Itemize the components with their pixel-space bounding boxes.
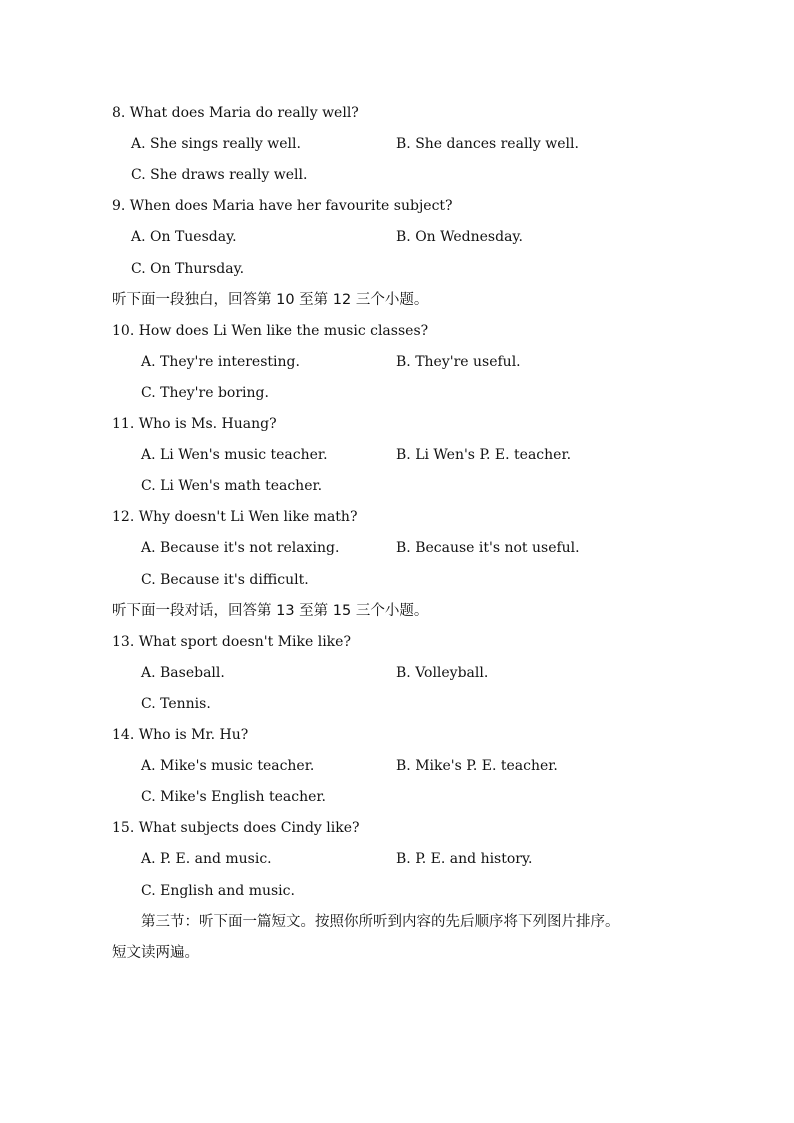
answer-option: B. They're useful. <box>396 353 521 370</box>
answer-option: C. On Thursday. <box>131 260 245 277</box>
answer-option: A. Mike's music teacher. <box>141 758 315 775</box>
answer-option: C. Li Wen's math teacher. <box>141 478 323 495</box>
answer-option: B. On Wednesday. <box>396 229 523 246</box>
answer-option: A. She sings really well. <box>131 136 301 153</box>
answer-option: A. They're interesting. <box>141 353 300 370</box>
answer-option: C. They're boring. <box>141 384 269 401</box>
answer-option: C. She draws really well. <box>131 167 308 184</box>
question-text: 11. Who is Ms. Huang? <box>112 416 277 432</box>
answer-option: A. P. E. and music. <box>141 851 272 868</box>
answer-option: A. On Tuesday. <box>131 229 237 246</box>
answer-option: C. English and music. <box>141 882 295 899</box>
answer-option: A. Baseball. <box>141 664 225 681</box>
question-text: 12. Why doesn't Li Wen like math? <box>112 509 358 526</box>
answer-option: B. Li Wen's P. E. teacher. <box>396 447 572 464</box>
answer-option: C. Mike's English teacher. <box>141 789 326 806</box>
section-instruction: 第三节：听下面一篇短文。按照你所听到内容的先后顺序将下列图片排序。 <box>141 913 620 930</box>
answer-option: B. Because it's not useful. <box>396 540 580 557</box>
answer-option: B. Volleyball. <box>396 664 489 681</box>
answer-option: C. Because it's difficult. <box>141 571 309 588</box>
answer-option: C. Tennis. <box>141 695 211 712</box>
question-text: 15. What subjects does Cindy like? <box>112 820 360 837</box>
question-text: 9. When does Maria have her favourite subject? <box>112 198 453 215</box>
answer-option: B. P. E. and history. <box>396 851 533 868</box>
answer-option: B. Mike's P. E. teacher. <box>396 758 558 775</box>
question-text: 14. Who is Mr. Hu? <box>112 727 249 743</box>
question-text: 10. How does Li Wen like the music classes? <box>112 322 429 339</box>
question-text: 8. What does Maria do really well? <box>112 105 359 121</box>
section-instruction: 听下面一段独白，回答第 10 至第 12 三个小题。 <box>112 291 429 308</box>
answer-option: A. Li Wen's music teacher. <box>141 447 328 464</box>
question-text: 13. What sport doesn't Mike like? <box>112 633 351 650</box>
section-instruction: 听下面一段对话，回答第 13 至第 15 三个小题。 <box>112 602 429 619</box>
section-instruction: 短文读两遍。 <box>112 944 199 961</box>
answer-option: B. She dances really well. <box>396 136 579 153</box>
answer-option: A. Because it's not relaxing. <box>141 540 340 557</box>
